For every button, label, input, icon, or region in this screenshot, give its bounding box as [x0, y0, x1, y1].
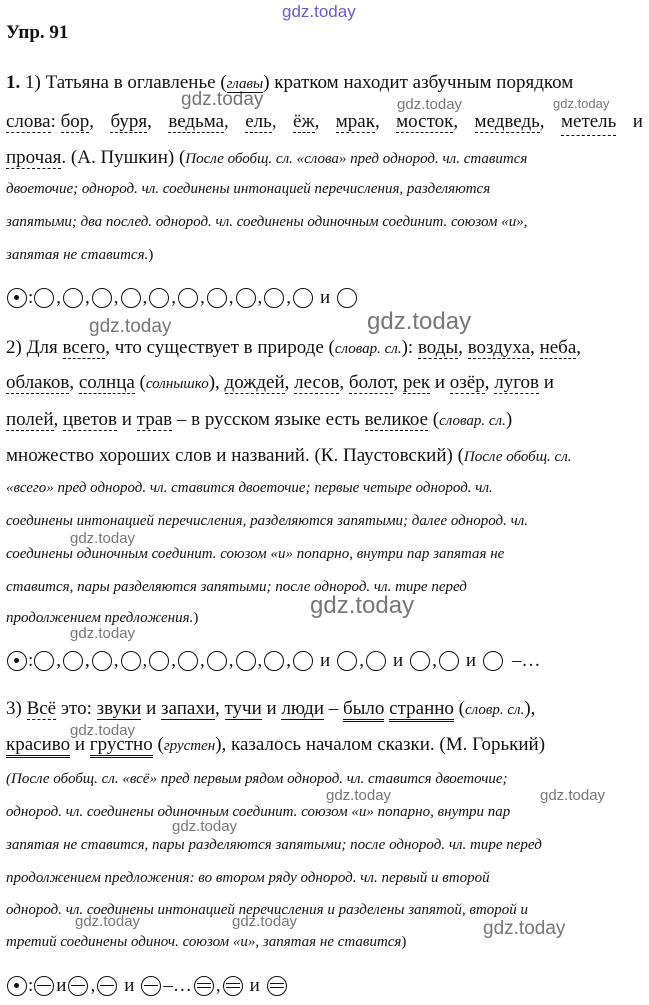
subject-circle: [97, 976, 117, 996]
member-circle: [178, 288, 198, 308]
predicate-circle: [267, 976, 287, 996]
watermark: gdz.today: [70, 625, 136, 642]
member-circle: [293, 651, 313, 671]
exercise-title: Упр. 91: [6, 22, 69, 43]
s2-line2: облаков, солнца (солнышко), дождей, лесов, болот, рек и озёр, лугов и: [6, 372, 554, 393]
member-circle: [34, 651, 54, 671]
member-circle: [63, 288, 83, 308]
s1-note3: запятая не ставится.): [6, 247, 154, 263]
s2-scheme: : , , , , , , , , , и , и , и –…: [6, 650, 542, 672]
s1-line1: 1. 1) Татьяна в оглавленье (главы) кратком находит азбучным порядком: [6, 72, 574, 93]
watermark: gdz.today: [75, 913, 141, 930]
watermark: gdz.today: [70, 530, 136, 547]
watermark: gdz.today: [326, 787, 392, 804]
member-circle: [439, 651, 459, 671]
member-circle: [178, 651, 198, 671]
predicate-circle: [223, 976, 243, 996]
s3-note3: запятая не ставится, пары разделяются запятыми; после однород. чл. тире перед: [6, 837, 542, 853]
s2-note1: «всего» пред однород. чл. ставится двоеточие; первые четыре однород. чл.: [6, 480, 493, 496]
s2-note5: продолжением предложения.): [6, 610, 199, 626]
watermark: gdz.today: [181, 89, 264, 110]
s3-note2: однород. чл. соединены одиночным соединит. союзом «и» попарно, внутри пар: [6, 804, 511, 820]
member-circle: [34, 288, 54, 308]
watermark: gdz.today: [540, 787, 606, 804]
s2-line3: полей, цветов и трав – в русском языке есть великое (словар. сл.): [6, 409, 513, 430]
generalizing-word-circle: [7, 976, 27, 996]
s2-note4: ставится, пары разделяются запятыми; после однород. чл. тире перед: [6, 579, 467, 595]
s2-note3: соединены одиночным соединит. союзом «и» попарно, внутри пар запятая не: [6, 546, 505, 562]
member-circle: [92, 651, 112, 671]
member-circle: [121, 288, 141, 308]
member-circle: [366, 651, 386, 671]
member-circle: [92, 288, 112, 308]
subject-circle: [141, 976, 161, 996]
predicate-circle: [194, 976, 214, 996]
watermark-top[interactable]: gdz.today: [282, 2, 356, 21]
watermark: gdz.today: [310, 592, 415, 619]
member-circle: [121, 651, 141, 671]
subject-circle: [68, 976, 88, 996]
s3-scheme: : и , и –… , и: [6, 975, 288, 997]
task-number: 1.: [6, 72, 21, 93]
generalizing-word-circle: [7, 651, 27, 671]
s3-note6: третий соединены одиноч. союзом «и», запятая не ставится): [6, 934, 407, 950]
member-circle: [337, 288, 357, 308]
watermark: gdz.today: [397, 96, 463, 113]
s3-note5: однород. чл. соединены интонацией перечисления и разделены запятой, второй и: [6, 902, 528, 918]
s2-note2: соединены интонацией перечисления, разделяются запятыми; далее однород. чл.: [6, 513, 529, 529]
member-circle: [149, 651, 169, 671]
member-circle: [149, 288, 169, 308]
s1-note2: запятыми; два послед. однород. чл. соединены одиночным соединит. союзом «и»,: [6, 214, 528, 230]
s1-scheme: : , , , , , , , , , и: [6, 287, 358, 309]
member-circle: [483, 651, 503, 671]
s2-line1: 2) Для всего, что существует в природе (словар. сл.): воды, воздуха, неба,: [6, 337, 582, 358]
s3-note4: продолжением предложения: во втором ряду однород. чл. первый и второй: [6, 870, 490, 886]
watermark: gdz.today: [70, 722, 136, 739]
member-circle: [264, 288, 284, 308]
s3-note1: (После обобщ. сл. «всё» пред первым рядом однород. чл. ставится двоеточие;: [6, 771, 508, 787]
member-circle: [236, 651, 256, 671]
member-circle: [207, 651, 227, 671]
s1-note1: двоеточие; однород. чл. соединены интонацией перечисления, разделяются: [6, 181, 491, 197]
watermark: gdz.today: [367, 308, 472, 335]
watermark: gdz.today: [483, 918, 566, 939]
member-circle: [236, 288, 256, 308]
member-circle: [207, 288, 227, 308]
s3-line1: 3) Всё это: звуки и запахи, тучи и люди – было странно (словр. сл.),: [6, 696, 643, 723]
member-circle: [410, 651, 430, 671]
member-circle: [337, 651, 357, 671]
watermark: gdz.today: [232, 913, 298, 930]
watermark: gdz.today: [89, 316, 172, 337]
watermark: gdz.today: [553, 96, 610, 111]
member-circle: [63, 651, 83, 671]
subject-circle: [34, 976, 54, 996]
s1-line2: слова: бор, буря, ведьма, ель, ёж, мрак, мосток, медведь, метель и: [6, 109, 643, 136]
s2-line4: множество хороших слов и названий. (К. Паустовский) (После обобщ. сл.: [6, 445, 572, 466]
member-circle: [293, 288, 313, 308]
s3-line2: красиво и грустно (грустен), казалось началом сказки. (М. Горький): [6, 732, 643, 759]
s1-line3: прочая. (А. Пушкин) (После обобщ. сл. «слова» пред однород. чл. ставится: [6, 147, 528, 168]
watermark: gdz.today: [172, 818, 238, 835]
generalizing-word-circle: [7, 288, 27, 308]
member-circle: [264, 651, 284, 671]
